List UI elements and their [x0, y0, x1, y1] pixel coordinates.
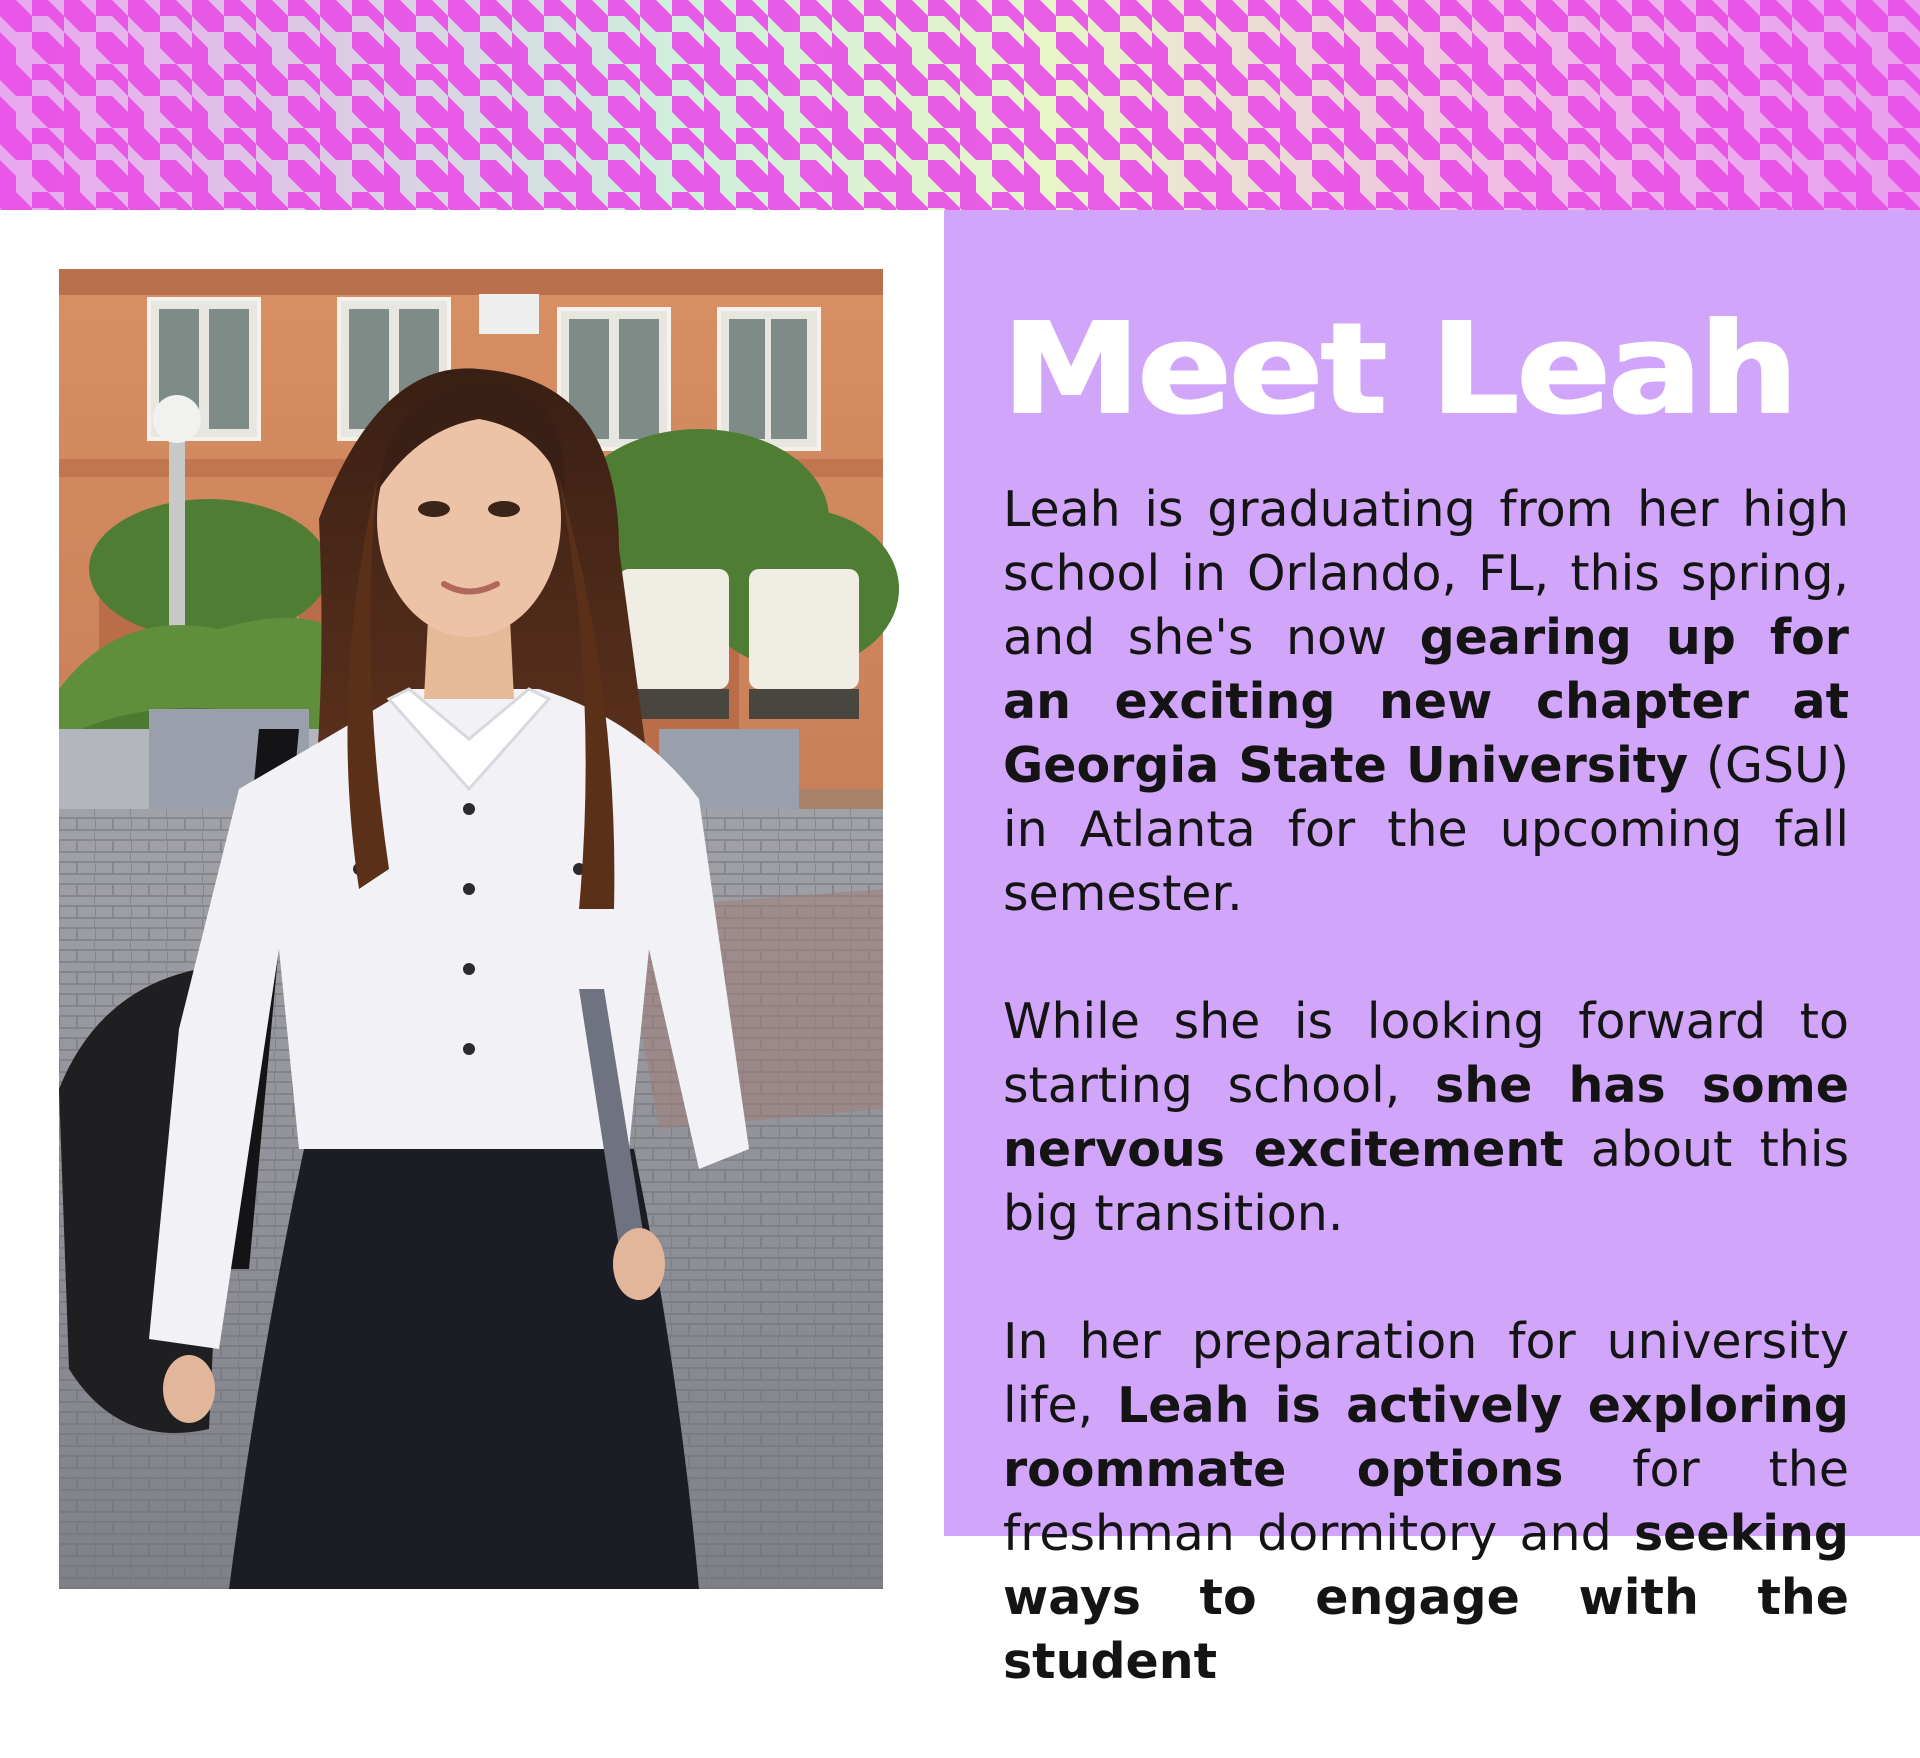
paragraph-text: In her preparation for university life,	[1003, 1313, 1849, 1434]
paragraph-graduation	[1003, 478, 1849, 926]
paragraph-text: While she is looking forward to starting school,	[1003, 993, 1849, 1114]
student-photo	[59, 269, 883, 1589]
paragraph-preparation	[1003, 1310, 1849, 1694]
intro-body	[1003, 478, 1849, 1758]
paragraph-text: about this big transition.	[1003, 1121, 1849, 1242]
student-photo-illustration	[59, 269, 883, 1589]
paragraph-text: for the freshman dormitory and	[1003, 1441, 1849, 1562]
houndstooth-banner	[0, 0, 1920, 210]
paragraph-text: (GSU) in Atlanta for the upcoming fall semester.	[1003, 737, 1850, 922]
paragraph-feelings	[1003, 990, 1849, 1246]
houndstooth-pattern	[0, 0, 1920, 210]
paragraph-highlight: Leah is actively exploring roommate options	[1003, 1377, 1849, 1498]
paragraph-highlight: gearing up for an exciting new chapter at Georgia State University	[1003, 609, 1849, 794]
intro-panel	[944, 210, 1920, 1690]
paragraph-highlight: she has some nervous excitement	[1003, 1057, 1849, 1178]
page-title: Meet Leah	[1002, 294, 1796, 444]
paragraph-highlight: seeking ways to engage with the student	[1003, 1505, 1849, 1690]
paragraph-text: Leah is graduating from her high school in Orlando, FL, this spring, and she's now	[1003, 481, 1849, 666]
